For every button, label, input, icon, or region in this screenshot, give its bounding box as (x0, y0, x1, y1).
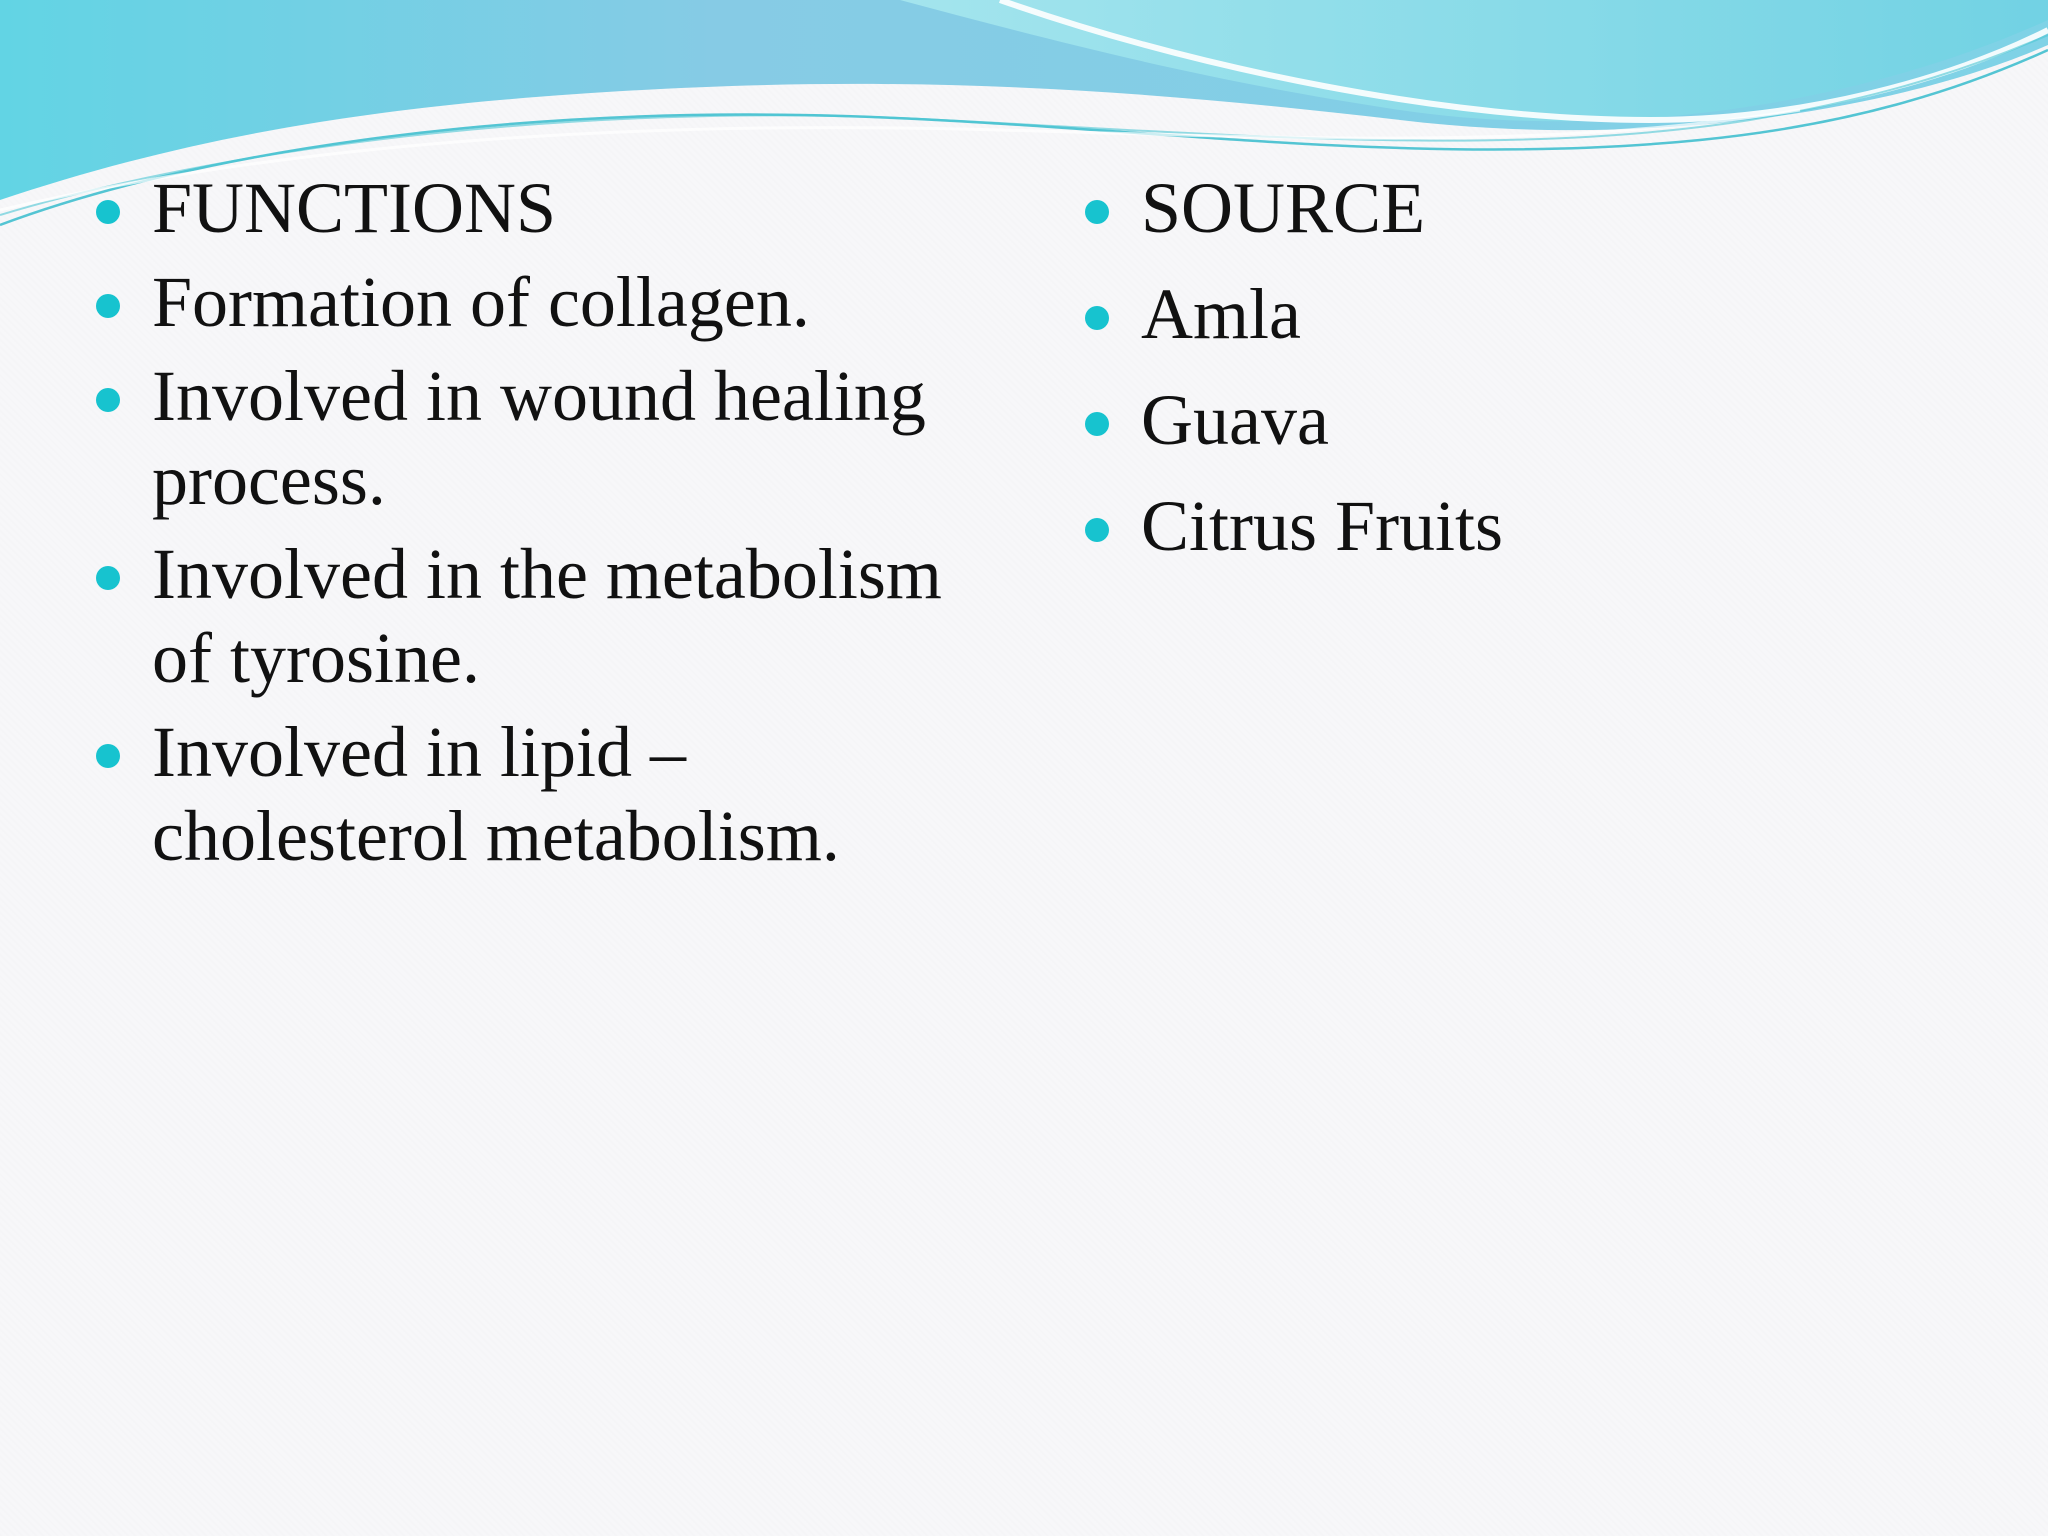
bullet-dot-icon (1085, 518, 1109, 542)
bullet-dot-icon (1085, 200, 1109, 224)
sources-heading: SOURCE (1141, 168, 1426, 248)
source-item (1085, 484, 1985, 568)
bullet-dot-icon (96, 200, 120, 224)
source-item-text: Citrus Fruits (1141, 486, 1504, 566)
sources-column (1085, 166, 1985, 590)
bullet-dot-icon (96, 744, 120, 768)
function-item-text: Involved in wound healing process. (152, 356, 926, 520)
function-item (96, 260, 996, 344)
function-item (96, 354, 996, 522)
bullet-dot-icon (96, 294, 120, 318)
functions-column (96, 166, 996, 888)
sources-heading-item (1085, 166, 1985, 250)
function-item (96, 710, 996, 878)
bullet-dot-icon (1085, 306, 1109, 330)
source-item (1085, 272, 1985, 356)
source-item (1085, 378, 1985, 462)
source-item-text: Amla (1141, 274, 1301, 354)
function-item-text: Formation of collagen. (152, 262, 810, 342)
bullet-dot-icon (1085, 412, 1109, 436)
function-item-text: Involved in lipid – cholesterol metabolism. (152, 712, 840, 876)
functions-heading: FUNCTIONS (152, 168, 557, 248)
function-item (96, 532, 996, 700)
bullet-dot-icon (96, 566, 120, 590)
source-item-text: Guava (1141, 380, 1329, 460)
function-item-text: Involved in the metabolism of tyrosine. (152, 534, 942, 698)
functions-heading-item (96, 166, 996, 250)
bullet-dot-icon (96, 388, 120, 412)
